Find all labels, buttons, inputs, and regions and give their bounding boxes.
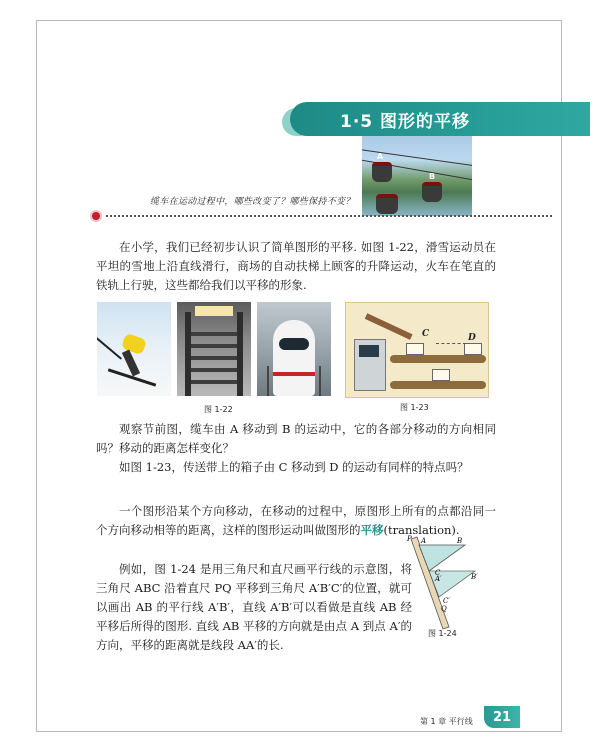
term-english: (translation).	[383, 523, 460, 537]
rail-track	[319, 366, 321, 396]
label-q: Q	[441, 605, 447, 613]
paragraph-intro: 在小学，我们已经初步认识了简单图形的平移. 如图 1-22，滑雪运动员在平坦的雪地上沿直线滑行，商场的自动扶梯上顾客的升降运动，火车在笔直的铁轨上行驶，这些都给我们以平移的形象.	[96, 240, 496, 292]
train-windshield	[279, 338, 309, 350]
definition-text: 一个图形沿某个方向移动，在移动的过程中，原图形上所有的点都沿同一个方向移动相等的距离，这样的图形运动叫做图形的	[96, 504, 496, 537]
label-b: B	[457, 537, 463, 545]
page-number: 21	[492, 709, 512, 725]
conveyor-belt-lower	[390, 381, 486, 389]
intro-question: 缆车在运动过程中，哪些改变了？哪些保持不变？	[150, 197, 355, 207]
train-photo	[257, 302, 331, 396]
label-a: A	[421, 537, 427, 545]
escalator-light	[195, 306, 233, 316]
cable-car-b	[422, 182, 442, 202]
label-b-prime: B′	[471, 573, 478, 581]
label-p: P	[407, 535, 412, 543]
escalator-step	[191, 344, 237, 348]
robot-arm	[365, 313, 413, 340]
conveyor-box	[464, 343, 482, 355]
ski-pole	[97, 332, 122, 359]
section-title-bar	[290, 102, 590, 136]
parallel-ruler-diagram	[405, 535, 505, 635]
escalator-rail-right	[237, 312, 243, 396]
conveyor-box	[432, 369, 450, 381]
paragraph-example: 例如，图 1-24 是用三角尺和直尺画平行线的示意图，将三角尺 ABC 沿着直尺 PQ 平移到三角尺 A′B′C′的位置，就可以画出 AB 的平行线 A′B′，直线 A′B′可以看做是直线 AB 经平移后所得的图形. 直线 AB 平移的方向就是由点 A 到点 A′的方向，平移的距离就是线段 AA′的长.	[96, 562, 412, 652]
footer-chapter: 第 1 章 平行线	[420, 717, 473, 726]
conveyor-box	[406, 343, 424, 355]
label-c: C	[435, 569, 441, 577]
robot-screen	[359, 345, 379, 357]
page-number-tab	[484, 706, 520, 728]
train-stripe	[273, 372, 315, 376]
escalator-step	[191, 380, 237, 384]
escalator-step	[191, 368, 237, 372]
label-c-prime: C′	[443, 597, 450, 605]
caption-fig-1-22: 图 1-22	[204, 405, 233, 414]
conveyor-path	[436, 343, 466, 344]
escalator-photo	[177, 302, 251, 396]
caption-fig-1-23: 图 1-23	[400, 403, 429, 412]
section-title: 1·5 图形的平移	[340, 111, 471, 132]
caption-fig-1-24: 图 1-24	[428, 629, 457, 638]
cable-car-label-a: A	[377, 152, 384, 161]
paragraph-observe: 观察节前图，缆车由 A 移动到 B 的运动中，它的各部分移动的方向相同吗？移动的距离怎样变化？	[96, 422, 496, 455]
escalator-step	[191, 356, 237, 360]
cablecar-photo	[362, 136, 472, 216]
conveyor-illustration	[345, 302, 489, 398]
skier-photo	[97, 302, 171, 396]
term-translation: 平移	[360, 523, 384, 537]
train-body	[273, 320, 315, 396]
dotted-rule	[106, 215, 552, 217]
red-dot-marker	[92, 212, 100, 220]
paragraph-conveyor-question: 如图 1-23，传送带上的箱子由 C 移动到 D 的运动有同样的特点吗？	[119, 460, 469, 474]
conveyor-belt	[390, 355, 486, 363]
cable-car-front	[376, 194, 398, 214]
label-a-prime: A′	[435, 575, 442, 583]
conveyor-label-c: C	[422, 329, 430, 339]
cable-car-a	[372, 162, 392, 182]
conveyor-label-d: D	[468, 333, 476, 343]
rail-track	[267, 366, 269, 396]
dotted-divider	[92, 212, 552, 220]
escalator-step	[191, 332, 237, 336]
cable-car-label-b: B	[429, 172, 436, 181]
